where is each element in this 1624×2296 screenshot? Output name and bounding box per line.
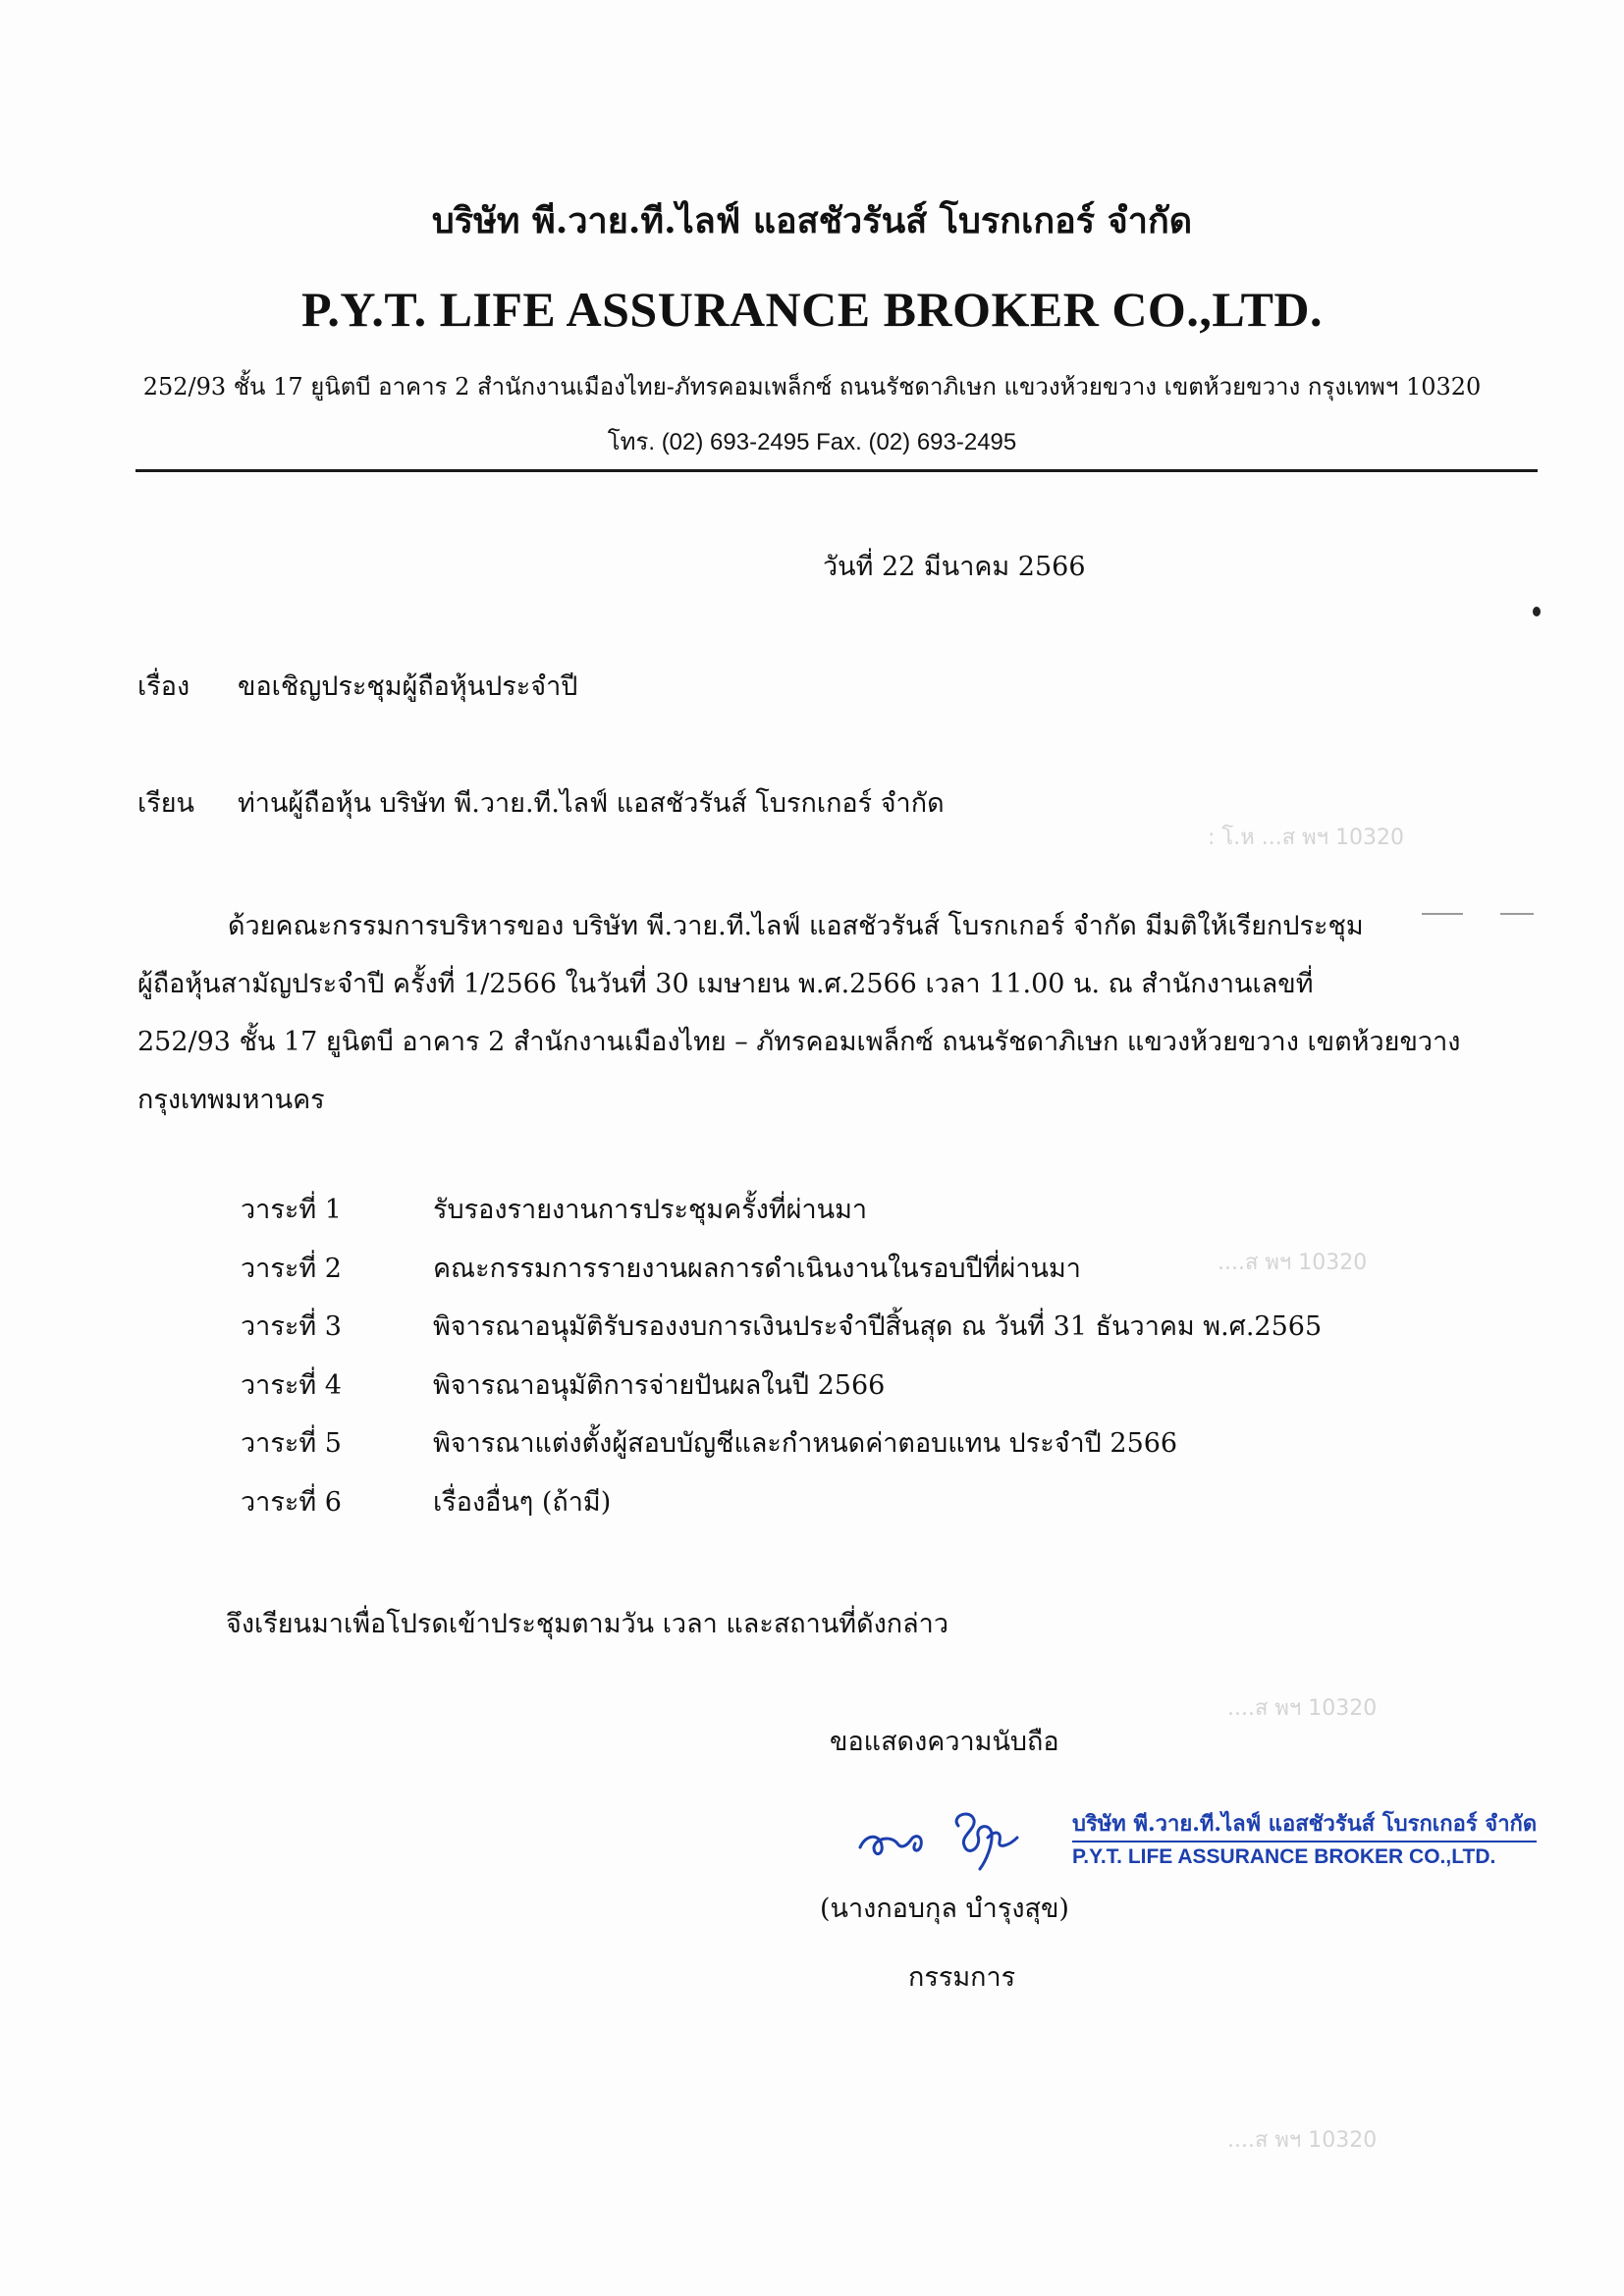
agenda-number: วาระที่ 5 [241, 1428, 342, 1459]
company-phone: โทร. (02) 693-2495 Fax. (02) 693-2495 [607, 429, 1017, 455]
scan-speck [1533, 607, 1541, 616]
body-paragraph [137, 897, 1461, 1129]
letter-date: วันที่ 22 มีนาคม 2566 [823, 552, 1086, 582]
agenda-number: วาระที่ 4 [241, 1369, 342, 1401]
signature-image [852, 1787, 1058, 1875]
letterhead-divider [135, 469, 1538, 472]
signer-name: (นางกอบกุล บำรุงสุข) [820, 1894, 1069, 1924]
body-line: กรุงเทพมหานคร [137, 1085, 325, 1115]
company-address: 252/93 ชั้น 17 ยูนิตบี อาคาร 2 สำนักงานเมืองไทย-ภัทรคอมเพล็กซ์ ถนนรัชดาภิเษก แขวงห้วยขวาง เขตห้วยขวาง กรุงเทพฯ 10320 [142, 373, 1482, 400]
recipient-label: เรียน [137, 788, 195, 819]
regards-text: ขอแสดงความนับถือ [830, 1727, 1059, 1757]
scan-artifact: ....ส พฯ 10320 [1227, 1696, 1378, 1721]
body-line: 252/93 ชั้น 17 ยูนิตบี อาคาร 2 สำนักงานเมืองไทย – ภัทรคอมเพล็กซ์ ถนนรัชดาภิเษก แขวงห้วยขวาง เขตห้วยขวาง [137, 1027, 1461, 1057]
agenda-text: คณะกรรมการรายงานผลการดำเนินงานในรอบปีที่ผ่านมา [433, 1253, 1081, 1284]
agenda-text: พิจารณาอนุมัติการจ่ายปันผลในปี 2566 [433, 1369, 886, 1401]
signer-position: กรรมการ [908, 1962, 1016, 1993]
agenda-text: รับรองรายงานการประชุมครั้งที่ผ่านมา [433, 1195, 868, 1225]
scan-artifact: : โ.ห ...ส พฯ 10320 [1208, 826, 1404, 850]
company-stamp-thai: บริษัท พี.วาย.ที.ไลฟ์ แอสชัวรันส์ โบรกเกอร์ จำกัด [1072, 1806, 1537, 1842]
agenda-text: พิจารณาแต่งตั้งผู้สอบบัญชีและกำหนดค่าตอบแทน ประจำปี 2566 [433, 1428, 1178, 1459]
company-stamp-english: P.Y.T. LIFE ASSURANCE BROKER CO.,LTD. [1072, 1845, 1496, 1868]
agenda-text: เรื่องอื่นๆ (ถ้ามี) [433, 1486, 612, 1518]
scan-mark [1500, 913, 1534, 915]
body-line: ด้วยคณะกรรมการบริหารของ บริษัท พี.วาย.ที.ไลฟ์ แอสชัวรันส์ โบรกเกอร์ จำกัด มีมติให้เรียกประชุม [228, 911, 1364, 941]
closing-sentence: จึงเรียนมาเพื่อโปรดเข้าประชุมตามวัน เวลา และสถานที่ดังกล่าว [226, 1609, 949, 1639]
company-name-thai: บริษัท พี.วาย.ที.ไลฟ์ แอสชัวรันส์ โบรกเกอร์ จำกัด [431, 200, 1193, 241]
scan-artifact: ....ส พฯ 10320 [1227, 2128, 1378, 2153]
body-line: ผู้ถือหุ้นสามัญประจำปี ครั้งที่ 1/2566 ในวันที่ 30 เมษายน พ.ศ.2566 เวลา 11.00 น. ณ สำนักงานเลขที่ [137, 969, 1314, 999]
subject-text: ขอเชิญประชุมผู้ถือหุ้นประจำปี [238, 671, 578, 702]
agenda-number: วาระที่ 3 [241, 1311, 342, 1342]
agenda-number: วาระที่ 1 [241, 1195, 342, 1225]
company-name-english: P.Y.T. LIFE ASSURANCE BROKER CO.,LTD. [300, 282, 1324, 337]
subject-label: เรื่อง [137, 671, 190, 702]
agenda-text: พิจารณาอนุมัติรับรองงบการเงินประจำปีสิ้นสุด ณ วันที่ 31 ธันวาคม พ.ศ.2565 [433, 1311, 1323, 1342]
agenda-number: วาระที่ 2 [241, 1253, 342, 1284]
scan-artifact: ....ส พฯ 10320 [1218, 1251, 1368, 1275]
agenda-number: วาระที่ 6 [241, 1486, 342, 1518]
recipient-text: ท่านผู้ถือหุ้น บริษัท พี.วาย.ที.ไลฟ์ แอสชัวรันส์ โบรกเกอร์ จำกัด [238, 788, 945, 819]
